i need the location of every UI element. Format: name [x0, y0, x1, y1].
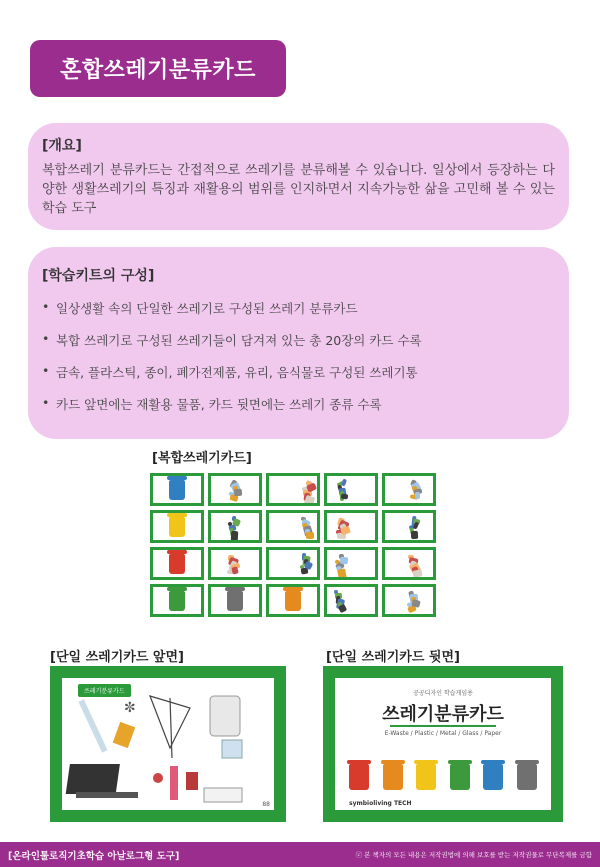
mixed-trash-card: [266, 510, 320, 543]
kit-panel: [28, 247, 569, 439]
front-card-badge: 쓰레기분류카드: [78, 684, 131, 697]
bin-icon: [169, 554, 185, 574]
bottle-icon: [170, 766, 178, 800]
mixed-cards-label: [복합쓰레기카드]: [152, 451, 252, 466]
list-item: • 금속, 플라스틱, 종이, 폐가전제품, 유리, 음식물로 구성된 쓰레기통: [42, 363, 418, 380]
mixed-trash-card: [382, 473, 436, 506]
single-card-front: [50, 666, 286, 822]
list-item: • 카드 앞면에는 재활용 물품, 카드 뒷면에는 쓰레기 종류 수록: [42, 395, 382, 412]
mixed-trash-card: [208, 510, 262, 543]
mixed-card-grid: [150, 473, 440, 619]
front-card-page-number: 88: [262, 801, 270, 808]
mixed-trash-card: [324, 510, 378, 543]
title-underline: [390, 725, 496, 727]
bullet-icon: •: [42, 363, 50, 378]
bin-icon: [169, 517, 185, 537]
overview-panel: [28, 123, 569, 230]
footer-right: ⓒ 본 책자의 모든 내용은 저작권법에 의해 보호를 받는 저작권물로 무단복제를 금함: [355, 851, 592, 859]
back-card-subtitle: E-Waste / Plastic / Metal / Glass / Paper: [384, 730, 502, 737]
back-card-brand: symbioliving TECH: [349, 800, 412, 807]
recycling-bin-icon: [349, 764, 369, 790]
bin-row: [349, 764, 537, 790]
trash-pile-icon: [214, 553, 256, 574]
bottle-cap-icon: [153, 773, 163, 783]
bin-card: [150, 510, 204, 543]
trash-pile-icon: [330, 590, 372, 611]
recycling-bin-icon: [450, 764, 470, 790]
recycling-bin-icon: [483, 764, 503, 790]
spring-icon: ✼: [124, 700, 136, 716]
mixed-trash-card: [382, 584, 436, 617]
trash-pile-icon: [330, 479, 372, 500]
footer-bar: [0, 842, 600, 867]
single-card-back: [323, 666, 563, 822]
trash-pile-icon: [214, 516, 256, 537]
mixed-trash-card: [382, 510, 436, 543]
trash-pile-icon: [272, 553, 314, 574]
can-icon: [186, 772, 198, 790]
list-item: • 복합 쓰레기로 구성된 쓰레기들이 담겨져 있는 총 20장의 카드 수록: [42, 331, 422, 348]
bin-card: [266, 584, 320, 617]
kit-list: [42, 299, 555, 427]
recycling-bin-icon: [416, 764, 436, 790]
newspaper-icon: [204, 788, 242, 802]
single-back-label: [단일 쓰레기카드 뒷면]: [326, 650, 460, 665]
page-title: 혼합쓰레기분류카드: [60, 58, 256, 83]
trash-pile-icon: [214, 479, 256, 500]
single-front-label: [단일 쓰레기카드 앞면]: [50, 650, 184, 665]
snack-bag-icon: [113, 722, 136, 748]
mixed-trash-card: [324, 473, 378, 506]
tube-icon: [78, 699, 107, 752]
back-card-tag: 공공디자인 학습게임용: [413, 690, 473, 697]
bin-icon: [169, 591, 185, 611]
mixed-trash-card: [324, 547, 378, 580]
overview-body: 복합쓰레기 분류카드는 간접적으로 쓰레기를 분류해볼 수 있습니다. 일상에서 등장하는 다양한 생활쓰레기의 특징과 재활용의 범위를 인지하면서 지속가능한 삶을 고민해 볼 수 있는 학습 도구: [42, 163, 555, 216]
bin-card: [150, 547, 204, 580]
kit-heading: [학습키트의 구성]: [42, 268, 155, 284]
bullet-icon: •: [42, 331, 50, 346]
trash-pile-icon: [272, 516, 314, 537]
bullet-icon: •: [42, 299, 50, 314]
mixed-trash-card: [382, 547, 436, 580]
bin-icon: [285, 591, 301, 611]
trash-pile-icon: [330, 553, 372, 574]
recycling-bin-icon: [383, 764, 403, 790]
list-item: • 일상생활 속의 단일한 쓰레기로 구성된 쓰레기 분류카드: [42, 299, 358, 316]
bin-icon: [169, 480, 185, 500]
trash-pile-icon: [388, 479, 430, 500]
back-card-title: 쓰레기분류카드: [382, 704, 504, 725]
mixed-trash-card: [266, 547, 320, 580]
trash-pile-icon: [272, 479, 314, 500]
bullet-icon: •: [42, 395, 50, 410]
recycling-bin-icon: [517, 764, 537, 790]
trash-illustration: [62, 678, 274, 810]
trash-pile-icon: [388, 553, 430, 574]
bin-card: [150, 584, 204, 617]
mixed-trash-card: [208, 547, 262, 580]
laptop-icon: [66, 764, 120, 794]
bin-card: [208, 584, 262, 617]
carton-icon: [222, 740, 242, 758]
jug-icon: [210, 696, 240, 736]
mixed-trash-card: [208, 473, 262, 506]
trash-pile-icon: [388, 590, 430, 611]
trash-pile-icon: [330, 516, 372, 537]
footer-left: [온라인툴로직기초학습 아날로그형 도구]: [8, 850, 180, 862]
mixed-trash-card: [266, 473, 320, 506]
bin-icon: [227, 591, 243, 611]
page-title-box: [30, 40, 286, 97]
overview-heading: [개요]: [42, 138, 82, 154]
trash-pile-icon: [388, 516, 430, 537]
bin-card: [150, 473, 204, 506]
mixed-trash-card: [324, 584, 378, 617]
